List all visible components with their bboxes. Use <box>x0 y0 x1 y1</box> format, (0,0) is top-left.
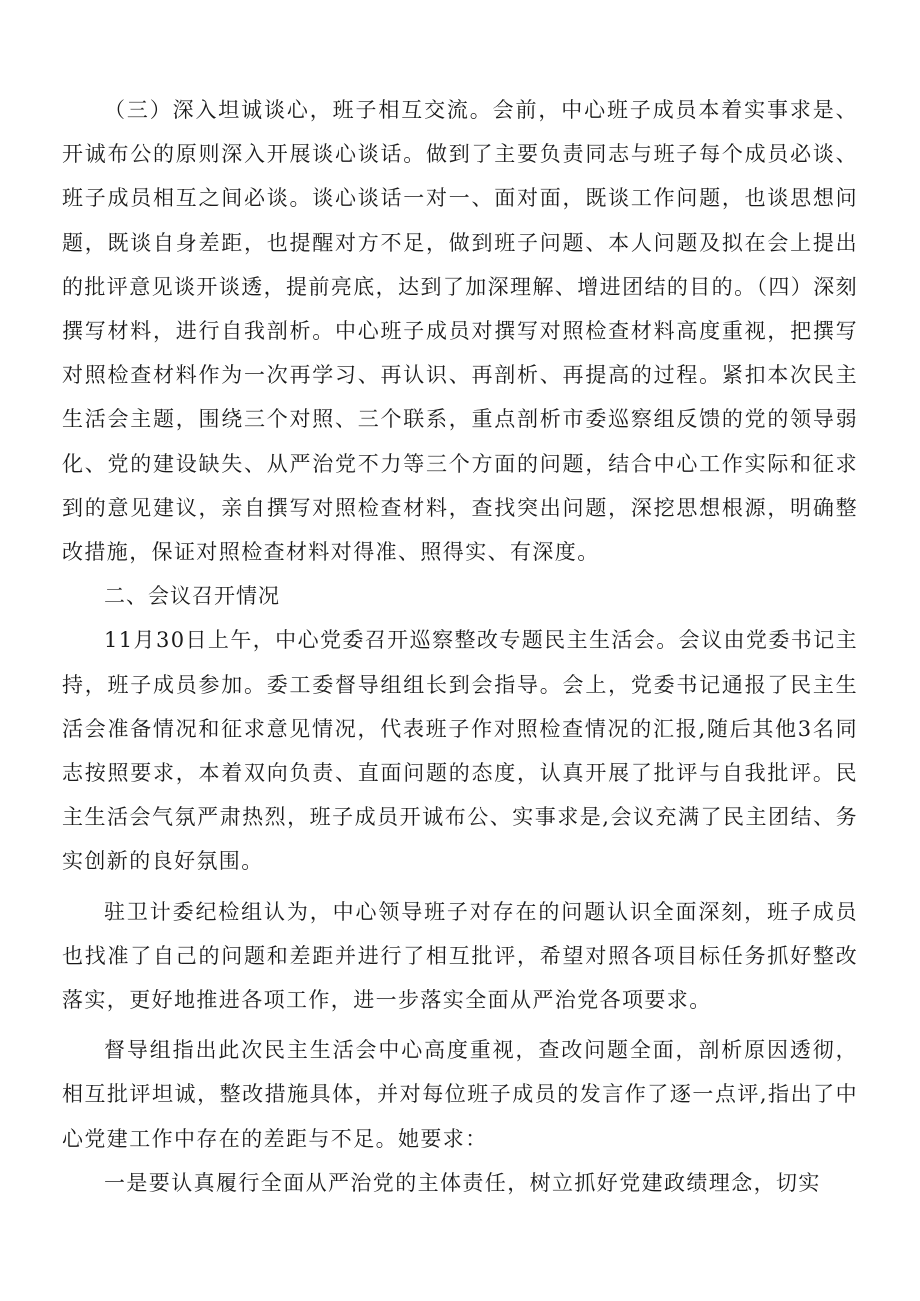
paragraph-supervision-group-remarks: 督导组指出此次民主生活会中心高度重视，查改问题全面，剖析原因透彻，相互批评坦诚，整改措施具体，并对每位班子成员的发言作了逐一点评,指出了中心党建工作中存在的差距与不足。她要求： <box>62 1038 858 1151</box>
section-heading-meeting: 二、会议召开情况 <box>104 584 280 609</box>
paragraph-meeting-held: 11月30日上午，中心党委召开巡察整改专题民主生活会。会议由党委书记主持，班子成员参加。委工委督导组组长到会指导。会上，党委书记通报了民主生活会准备情况和征求意见情况，代表班子作对照检查情况的汇报,随后其他3名同志按照要求，本着双向负责、直面问题的态度，认真开展了批评与自我批评。民主生活会气氛严肃热烈，班子成员开诚布公、实事求是,会议充满了民主团结、务实创新的良好氛围。 <box>62 628 858 874</box>
paragraph-requirement-one: 一是要认真履行全面从严治党的主体责任，树立抓好党建政绩理念，切实 <box>104 1170 821 1195</box>
paragraph-talk-and-self-analysis: （三）深入坦诚谈心，班子相互交流。会前，中心班子成员本着实事求是、开诚布公的原则深入开展谈心谈话。做到了主要负责同志与班子每个成员必谈、班子成员相互之间必谈。谈心谈话一对一、面对面，既谈工作问题，也谈思想问题，既谈自身差距，也提醒对方不足，做到班子问题、本人问题及拟在会上提出的批评意见谈开谈透，提前亮底，达到了加深理解、增进团结的目的。（四）深刻撰写材料，进行自我剖析。中心班子成员对撰写对照检查材料高度重视，把撰写对照检查材料作为一次再学习、再认识、再剖析、再提高的过程。紧扣本次民主生活会主题，围绕三个对照、三个联系，重点剖析市委巡察组反馈的党的领导弱化、党的建设缺失、从严治党不力等三个方面的问题，结合中心工作实际和征求到的意见建议，亲自撰写对照检查材料，查找突出问题，深挖思想根源，明确整改措施，保证对照检查材料对得准、照得实、有深度。 <box>62 98 858 565</box>
document-body <box>62 88 858 1205</box>
paragraph-discipline-group-opinion: 驻卫计委纪检组认为，中心领导班子对存在的问题认识全面深刻，班子成员也找准了自己的问题和差距并进行了相互批评，希望对照各项目标任务抓好整改落实，更好地推进各项工作，进一步落实全面从严治党各项要求。 <box>62 899 858 1013</box>
